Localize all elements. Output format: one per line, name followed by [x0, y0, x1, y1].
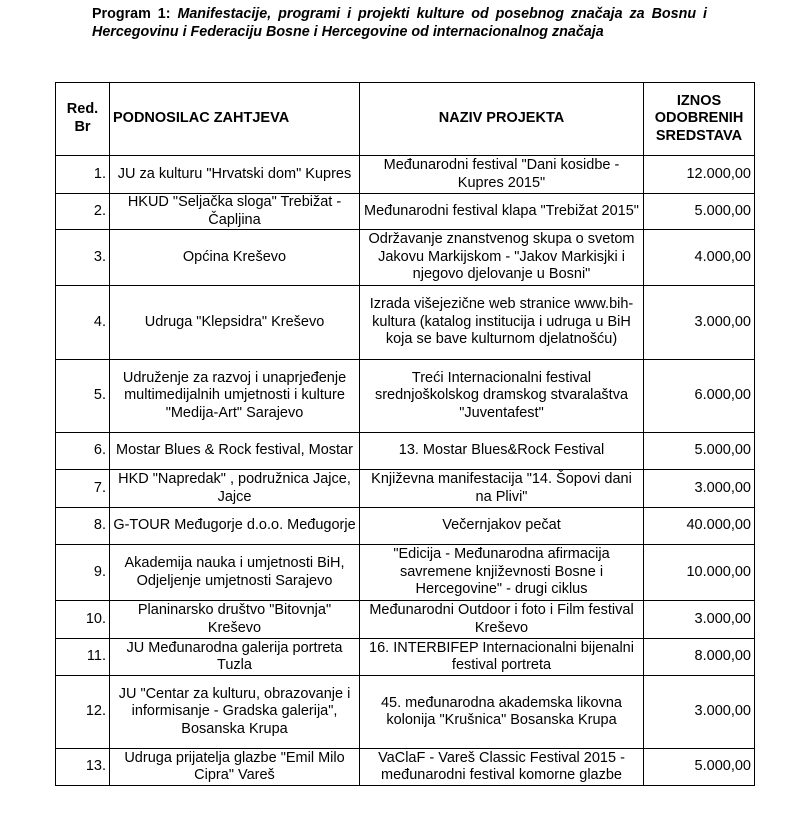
- header-amount-line3: SREDSTAVA: [655, 127, 743, 144]
- row-amount: 3.000,00: [644, 601, 755, 639]
- header-number: [56, 83, 110, 156]
- row-amount: 12.000,00: [644, 156, 755, 194]
- table-row: [56, 194, 755, 230]
- row-project: VaClaF - Vareš Classic Festival 2015 - međunarodni festival komorne glazbe: [360, 749, 644, 786]
- row-applicant: JU Međunarodna galerija portreta Tuzla: [110, 639, 360, 676]
- row-amount: 40.000,00: [644, 508, 755, 545]
- table-row: [56, 749, 755, 786]
- row-project: 13. Mostar Blues&Rock Festival: [360, 433, 644, 470]
- row-number: 4.: [56, 286, 110, 360]
- row-applicant: Udruga prijatelja glazbe "Emil Milo Cipra" Vareš: [110, 749, 360, 786]
- row-project: Izrada višejezične web stranice www.bih-kultura (katalog institucija i udruga u BiH koja se bave kulturnom djelatnošću): [360, 286, 644, 360]
- row-applicant: HKUD "Seljačka sloga" Trebižat - Čapljina: [110, 194, 360, 230]
- row-applicant: HKD "Napredak" , podružnica Jajce, Jajce: [110, 470, 360, 508]
- header-row: [56, 83, 755, 156]
- row-amount: 3.000,00: [644, 470, 755, 508]
- table-row: [56, 601, 755, 639]
- row-applicant: Udruženje za razvoj i unaprjeđenje multimedijalnih umjetnosti i kulture "Medija-Art" Sarajevo: [110, 360, 360, 433]
- row-number: 3.: [56, 230, 110, 286]
- row-amount: 5.000,00: [644, 433, 755, 470]
- header-amount-line1: IZNOS: [676, 92, 722, 109]
- table-row: [56, 230, 755, 286]
- row-project: Književna manifestacija "14. Šopovi dani na Plivi": [360, 470, 644, 508]
- row-project: 16. INTERBIFEP Internacionalni bijenalni festival portreta: [360, 639, 644, 676]
- program-label: Program 1:: [92, 6, 171, 22]
- row-project: Održavanje znanstvenog skupa o svetom Jakovu Markijskom - "Jakov Markisjki i njegovo djelovanje u Bosni": [360, 230, 644, 286]
- row-number: 2.: [56, 194, 110, 230]
- row-amount: 6.000,00: [644, 360, 755, 433]
- row-amount: 3.000,00: [644, 676, 755, 749]
- table-row: [56, 156, 755, 194]
- row-amount: 5.000,00: [644, 194, 755, 230]
- row-project: Međunarodni Outdoor i foto i Film festival Kreševo: [360, 601, 644, 639]
- row-amount: 10.000,00: [644, 545, 755, 601]
- row-number: 13.: [56, 749, 110, 786]
- row-amount: 3.000,00: [644, 286, 755, 360]
- row-project: Međunarodni festival klapa "Trebižat 2015": [360, 194, 644, 230]
- row-number: 8.: [56, 508, 110, 545]
- row-applicant: Mostar Blues & Rock festival, Mostar: [110, 433, 360, 470]
- row-project: 45. međunarodna akademska likovna kolonija "Krušnica" Bosanska Krupa: [360, 676, 644, 749]
- row-number: 10.: [56, 601, 110, 639]
- row-applicant: JU "Centar za kulturu, obrazovanje i informisanje - Gradska galerija", Bosanska Krupa: [110, 676, 360, 749]
- row-number: 1.: [56, 156, 110, 194]
- row-amount: 4.000,00: [644, 230, 755, 286]
- row-applicant: Općina Kreševo: [110, 230, 360, 286]
- table-row: [56, 508, 755, 545]
- row-applicant: G-TOUR Međugorje d.o.o. Međugorje: [110, 508, 360, 545]
- row-applicant: JU za kulturu "Hrvatski dom" Kupres: [110, 156, 360, 194]
- row-project: Večernjakov pečat: [360, 508, 644, 545]
- table-row: [56, 286, 755, 360]
- header-amount: [644, 83, 755, 156]
- header-project: NAZIV PROJEKTA: [360, 83, 644, 156]
- grants-table: [55, 82, 755, 786]
- program-title: Manifestacije, programi i projekti kulture od posebnog značaja za Bosnu i Hercegovinu i Federaciju Bosne i Hercegovine od internacionalnog značaja: [92, 6, 707, 40]
- header-applicant: PODNOSILAC ZAHTJEVA: [110, 83, 360, 156]
- row-project: "Edicija - Međunarodna afirmacija savremene književnosti Bosne i Hercegovine" - drugi ciklus: [360, 545, 644, 601]
- header-number-line2: Br: [74, 119, 91, 135]
- row-applicant: Planinarsko društvo "Bitovnja" Kreševo: [110, 601, 360, 639]
- row-number: 12.: [56, 676, 110, 749]
- table-row: [56, 676, 755, 749]
- table-row: [56, 433, 755, 470]
- row-project: Treći Internacionalni festival srednjoškolskog dramskog stvaralaštva "Juventafest": [360, 360, 644, 433]
- row-applicant: Akademija nauka i umjetnosti BiH, Odjeljenje umjetnosti Sarajevo: [110, 545, 360, 601]
- table-row: [56, 360, 755, 433]
- row-number: 7.: [56, 470, 110, 508]
- row-amount: 8.000,00: [644, 639, 755, 676]
- row-amount: 5.000,00: [644, 749, 755, 786]
- row-project: Međunarodni festival "Dani kosidbe - Kupres 2015": [360, 156, 644, 194]
- row-number: 5.: [56, 360, 110, 433]
- program-heading: [92, 5, 707, 41]
- table-row: [56, 639, 755, 676]
- row-applicant: Udruga "Klepsidra" Kreševo: [110, 286, 360, 360]
- table-row: [56, 545, 755, 601]
- header-amount-line2: ODOBRENIH: [654, 110, 744, 127]
- row-number: 11.: [56, 639, 110, 676]
- header-number-line1: Red.: [66, 101, 99, 118]
- row-number: 6.: [56, 433, 110, 470]
- row-number: 9.: [56, 545, 110, 601]
- table-row: [56, 470, 755, 508]
